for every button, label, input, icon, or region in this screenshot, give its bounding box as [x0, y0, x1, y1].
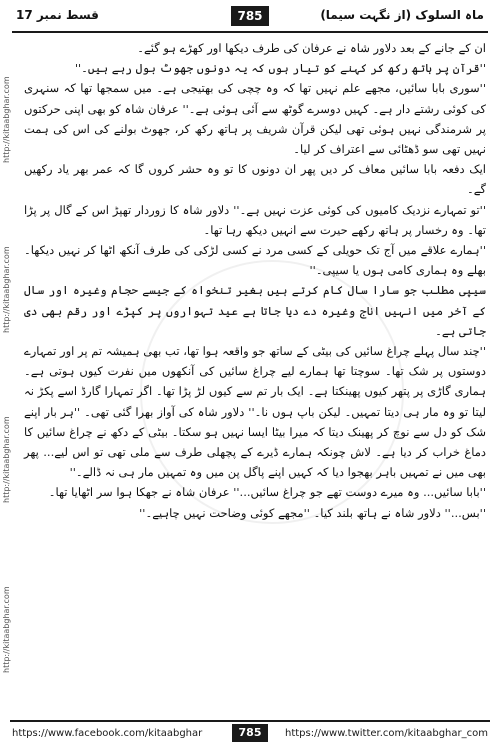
paragraph: ان کے جانے کے بعد دلاور شاہ نے عرفان کی طرف دیکھا اور کھڑے ہو گئے۔	[137, 41, 486, 55]
footer-divider	[10, 720, 490, 722]
facebook-link[interactable]: https://www.facebook.com/kitaabghar	[12, 728, 203, 739]
header-divider	[12, 31, 488, 33]
novel-title: ماہ السلوک (از نگہت سیما)	[320, 8, 484, 22]
paragraph: ''بابا سائیں... وہ میرے دوست تھے جو چراغ سائیں...'' عرفان شاہ نے جھکا ہوا سر اٹھایا تھا۔	[48, 485, 486, 500]
paragraph: ''قرآن پر ہاتھ رکھ کر کہنے کو تیار ہوں کہ یہ دونوں جھوٹ بول رہے ہیں۔''	[74, 61, 486, 76]
twitter-link[interactable]: https://www.twitter.com/kitaabghar_com	[285, 728, 488, 739]
paragraph: ''بس...'' دلاور شاہ نے ہاتھ بلند کیا۔ ''مجھے کوئی وضاحت نہیں چاہیے۔''	[139, 505, 486, 520]
paragraph: ''سوری بابا سائیں، مجھے علم نہیں تھا کہ وہ چچی کی بھتیجی ہے۔ میں سمجھا تھا کہ سنہری کی کوئی رشتے دار ہے۔ کہیں دوسرے گوٹھ سے آئی ہوئی ہے۔'' عرفان شاہ کو بھی اپنی حرکتوں پر شرمندگی نہیں ہوئی تھی لیکن قرآن شریف پر ہاتھ رکھ کر، جھوٹ بولنے کی اس کی ہمت نہیں تھی سو ڈھٹائی سے اعتراف کر لیا۔	[24, 81, 486, 157]
page-footer	[10, 720, 490, 744]
side-watermark-url: http://kitaabghar.com	[2, 246, 11, 334]
paragraph: ''تو تمہارے نزدیک کامیوں کی کوئی عزت نہیں ہے۔'' دلاور شاہ کا زوردار تھپڑ اس کے گال پر پڑا تھا۔ وہ رخسار پر ہاتھ رکھے حیرت سے انہیں دیکھ رہا تھا۔	[24, 202, 486, 237]
paragraph: ایک دفعہ بابا سائیں معاف کر دیں پھر ان دونوں کا تو وہ حشر کروں گا کہ عمر بھر یاد رکھیں گے۔	[24, 162, 487, 197]
page-number-top: 785	[231, 6, 269, 26]
paragraph: ''چند سال پہلے چراغ سائیں کی بیٹی کے ساتھ جو واقعہ ہوا تھا، تب بھی ہمیشہ تم پر اور تمہارے دوستوں پر شک تھا۔ سوچتا تھا ہمارے لیے چراغ سائیں کی آنکھوں میں نفرت کیوں ہوتی ہے۔ ہماری گاڑی پر پتھر کیوں پھینکتا ہے۔ ایک بار تم سے کیوں لڑ پڑا تھا۔ اگر تمہارا گارڈ اسے پکڑ نہ لیتا تو وہ مار ہی دیتا تمہیں۔ لیکن باپ ہوں نا۔'' دلاور شاہ کی آواز بھرا گئی تھی۔ ''ہر بار اپنے شک کو دل سے نوچ کر پھینک دیتا کہ میرا بیٹا ایسا نہیں ہو سکتا۔ بیٹی کے دکھ نے چراغ سائیں کا دماغ خراب کر دیا ہے۔ لاش چونکہ ہمارے ڈیرے کے پچھلی طرف سے ملی تھی تو اس لیے... پھر بھی میں نے تمہیں باہر بھجوا دیا کہ کہیں اپنے پاگل پن میں وہ تمہیں مار ہی نہ ڈالے۔''	[24, 344, 486, 480]
side-watermark-url: http://kitaabghar.com	[2, 586, 11, 674]
story-text	[24, 38, 486, 714]
side-watermark-url: http://kitaabghar.com	[2, 416, 11, 504]
page-number-bottom: 785	[232, 724, 268, 742]
paragraph: سیپی مطلب جو سارا سال کام کرتے ہیں بغیر تنخواہ کے جیسے حجام وغیرہ اور سال کے آخر میں انہیں اناج وغیرہ دے دیا جاتا ہے عید تہواروں پر کپڑے اور رقم بھی دی جاتی ہے۔	[24, 283, 486, 338]
paragraph: ''ہمارے علاقے میں آج تک حویلی کے کسی مرد نے کسی لڑکی کی طرف آنکھ اٹھا کر نہیں دیکھا۔ بھلے وہ ہماری کامی ہوں یا سیپی۔''	[24, 243, 486, 278]
page-header	[12, 6, 488, 32]
side-watermark-url: http://kitaabghar.com	[2, 76, 11, 164]
side-watermark	[2, 40, 16, 710]
episode-label: قسط نمبر 17	[16, 8, 99, 22]
